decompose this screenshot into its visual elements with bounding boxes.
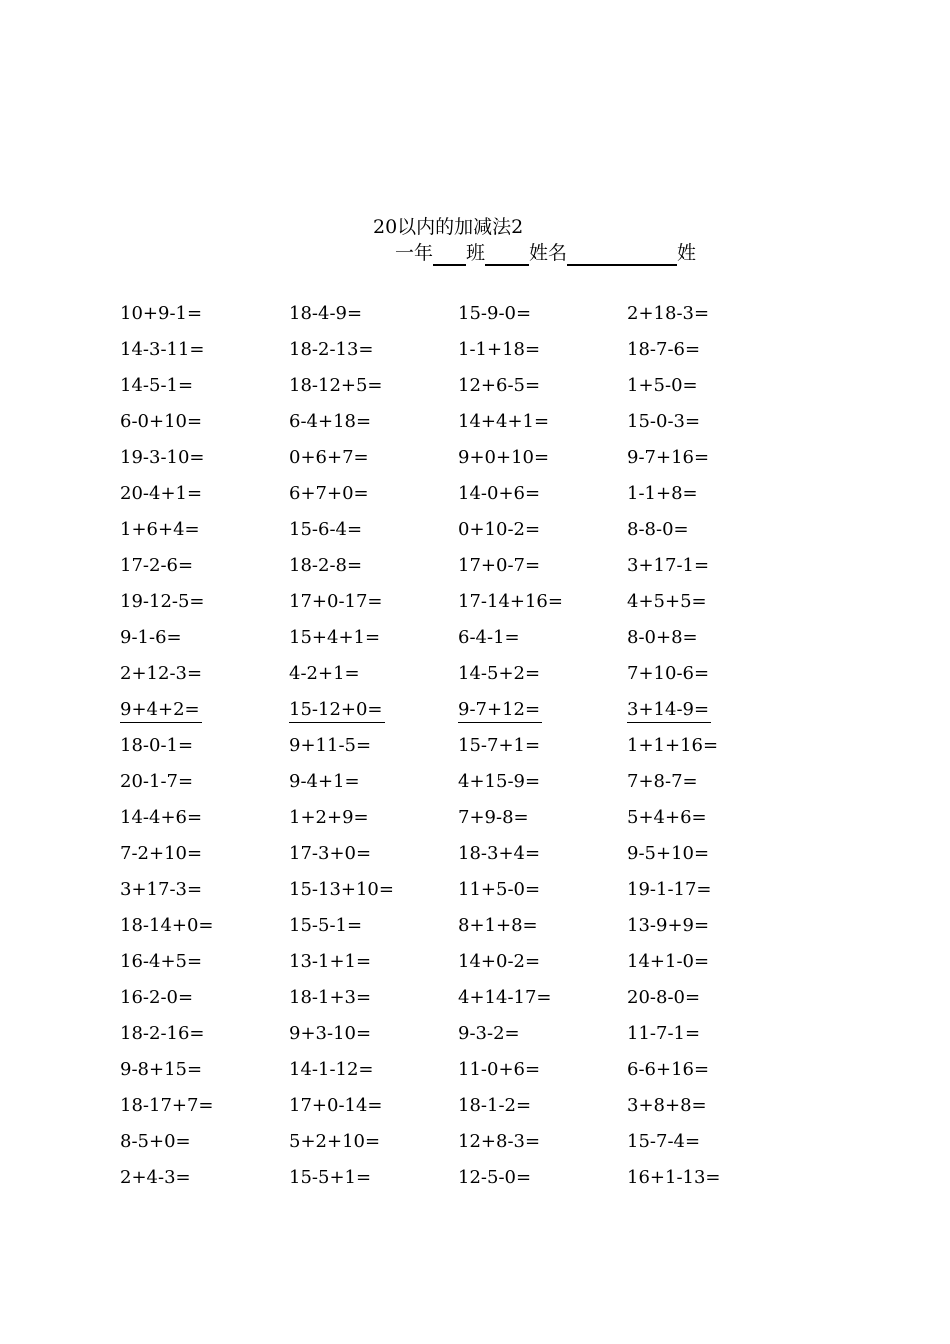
problem-cell — [627, 480, 796, 516]
problem-text: 12+8-3= — [458, 1131, 541, 1152]
problem-text: 15-0-3= — [627, 411, 701, 432]
problem-text: 16-2-0= — [120, 987, 194, 1008]
problem-text: 15+4+1= — [289, 627, 381, 648]
problem-cell — [627, 876, 796, 912]
problem-text: 18-12+5= — [289, 375, 383, 396]
problem-text: 20-4+1= — [120, 483, 203, 504]
problem-cell — [458, 696, 627, 732]
problem-cell — [289, 840, 458, 876]
problem-cell — [627, 444, 796, 480]
problem-text: 1+6+4= — [120, 519, 200, 540]
problem-cell — [120, 912, 289, 948]
problem-cell — [458, 300, 627, 336]
problem-text: 18-2-8= — [289, 555, 363, 576]
problem-cell — [289, 912, 458, 948]
problem-cell — [627, 840, 796, 876]
problem-cell — [120, 444, 289, 480]
problem-cell — [458, 768, 627, 804]
problem-cell — [289, 408, 458, 444]
problem-cell — [627, 732, 796, 768]
problem-cell — [120, 1020, 289, 1056]
problem-cell — [458, 336, 627, 372]
student-info-line — [395, 240, 696, 266]
problem-text: 8-0+8= — [627, 627, 698, 648]
problem-cell — [627, 768, 796, 804]
problem-text: 12-5-0= — [458, 1167, 532, 1188]
problem-text: 3+17-3= — [120, 879, 203, 900]
problem-cell — [120, 336, 289, 372]
problem-cell — [289, 300, 458, 336]
problem-cell — [627, 408, 796, 444]
problem-cell — [289, 480, 458, 516]
problem-cell — [289, 804, 458, 840]
problem-text: 17+0-7= — [458, 555, 541, 576]
problem-text: 18-1-2= — [458, 1095, 532, 1116]
problem-text: 12+6-5= — [458, 375, 541, 396]
problem-text: 9+3-10= — [289, 1023, 372, 1044]
problem-text: 9-3-2= — [458, 1023, 520, 1044]
problem-text: 18-3+4= — [458, 843, 541, 864]
problem-cell — [289, 732, 458, 768]
problem-text: 4+5+5= — [627, 591, 707, 612]
problem-cell — [289, 1128, 458, 1164]
problem-text: 6-4-1= — [458, 627, 520, 648]
problem-cell — [120, 768, 289, 804]
problem-text: 14-3-11= — [120, 339, 205, 360]
problem-text: 8+1+8= — [458, 915, 538, 936]
problem-cell — [289, 1020, 458, 1056]
problem-text: 20-1-7= — [120, 771, 194, 792]
problem-cell — [627, 1164, 796, 1200]
problem-cell — [627, 948, 796, 984]
class-number-blank[interactable] — [433, 240, 466, 266]
problem-grid — [120, 300, 796, 1200]
problem-text: 3+8+8= — [627, 1095, 707, 1116]
problem-text: 11-0+6= — [458, 1059, 541, 1080]
problem-cell — [120, 624, 289, 660]
problem-cell — [120, 732, 289, 768]
problem-text: 18-7-6= — [627, 339, 701, 360]
problem-text: 15-7-4= — [627, 1131, 701, 1152]
problem-text: 13-1+1= — [289, 951, 372, 972]
problem-text: 6-0+10= — [120, 411, 203, 432]
problem-text: 14-5+2= — [458, 663, 541, 684]
problem-text: 14+1-0= — [627, 951, 710, 972]
problem-cell — [289, 624, 458, 660]
problem-text: 18-4-9= — [289, 303, 363, 324]
problem-cell — [120, 840, 289, 876]
problem-text: 19-3-10= — [120, 447, 205, 468]
problem-cell — [627, 696, 796, 732]
problem-cell — [120, 408, 289, 444]
problem-cell — [120, 696, 289, 732]
problem-text: 13-9+9= — [627, 915, 710, 936]
problem-text: 0+10-2= — [458, 519, 541, 540]
problem-text: 8-5+0= — [120, 1131, 191, 1152]
problem-cell — [627, 588, 796, 624]
problem-cell — [289, 552, 458, 588]
problem-cell — [627, 552, 796, 588]
problem-text: 19-1-17= — [627, 879, 712, 900]
problem-cell — [458, 912, 627, 948]
problem-text: 14-1-12= — [289, 1059, 374, 1080]
problem-text: 2+4-3= — [120, 1167, 191, 1188]
problem-cell — [120, 516, 289, 552]
problem-text: 17+0-17= — [289, 591, 383, 612]
trailing-label: 姓 — [677, 242, 697, 264]
problem-cell — [458, 552, 627, 588]
problem-cell — [289, 948, 458, 984]
problem-text: 7-2+10= — [120, 843, 203, 864]
problem-text: 14+4+1= — [458, 411, 550, 432]
problem-cell — [458, 732, 627, 768]
problem-text: 2+12-3= — [120, 663, 203, 684]
problem-cell — [120, 300, 289, 336]
problem-text: 19-12-5= — [120, 591, 205, 612]
problem-text: 3+17-1= — [627, 555, 710, 576]
problem-cell — [458, 480, 627, 516]
problem-cell — [458, 948, 627, 984]
problem-cell — [289, 660, 458, 696]
problem-cell — [458, 660, 627, 696]
problem-cell — [627, 912, 796, 948]
problem-text: 15-7+1= — [458, 735, 541, 756]
problem-text: 18-14+0= — [120, 915, 214, 936]
problem-text: 7+9-8= — [458, 807, 529, 828]
problem-cell — [458, 1128, 627, 1164]
problem-cell — [120, 480, 289, 516]
problem-cell — [627, 660, 796, 696]
problem-cell — [289, 1056, 458, 1092]
problem-text: 9-1-6= — [120, 627, 182, 648]
problem-text: 18-1+3= — [289, 987, 372, 1008]
problem-text: 11-7-1= — [627, 1023, 701, 1044]
problem-cell — [458, 408, 627, 444]
problem-cell — [627, 984, 796, 1020]
name-blank[interactable] — [567, 240, 677, 266]
problem-cell — [627, 1092, 796, 1128]
problem-text: 14+0-2= — [458, 951, 541, 972]
problem-text: 18-17+7= — [120, 1095, 214, 1116]
problem-cell — [627, 804, 796, 840]
name-label: 姓名 — [529, 242, 568, 264]
problem-cell — [458, 984, 627, 1020]
problem-text: 18-0-1= — [120, 735, 194, 756]
problem-text: 1+5-0= — [627, 375, 698, 396]
problem-text: 1-1+8= — [627, 483, 698, 504]
worksheet-title: 20以内的加减法2 — [373, 216, 524, 238]
problem-text: 9+0+10= — [458, 447, 550, 468]
problem-text: 15-6-4= — [289, 519, 363, 540]
problem-cell — [627, 336, 796, 372]
problem-cell — [289, 984, 458, 1020]
problem-text: 15-12+0= — [289, 698, 385, 723]
problem-text: 2+18-3= — [627, 303, 710, 324]
problem-cell — [458, 516, 627, 552]
problem-text: 16+1-13= — [627, 1167, 721, 1188]
problem-cell — [289, 336, 458, 372]
problem-cell — [458, 444, 627, 480]
problem-cell — [627, 624, 796, 660]
problem-cell — [289, 516, 458, 552]
problem-text: 14-4+6= — [120, 807, 203, 828]
problem-text: 16-4+5= — [120, 951, 203, 972]
problem-cell — [458, 624, 627, 660]
problem-text: 7+8-7= — [627, 771, 698, 792]
problem-cell — [458, 588, 627, 624]
problem-text: 14-0+6= — [458, 483, 541, 504]
problem-text: 17-2-6= — [120, 555, 194, 576]
problem-cell — [289, 1092, 458, 1128]
class-label: 班 — [466, 242, 486, 264]
problem-text: 9+4+2= — [120, 698, 202, 723]
problem-cell — [120, 984, 289, 1020]
problem-text: 4+15-9= — [458, 771, 541, 792]
problem-cell — [289, 1164, 458, 1200]
problem-cell — [120, 660, 289, 696]
problem-cell — [458, 840, 627, 876]
class-blank[interactable] — [485, 240, 529, 266]
problem-text: 11+5-0= — [458, 879, 541, 900]
problem-text: 15-5-1= — [289, 915, 363, 936]
problem-text: 17-14+16= — [458, 591, 563, 612]
problem-cell — [120, 876, 289, 912]
problem-text: 5+2+10= — [289, 1131, 381, 1152]
problem-cell — [627, 1128, 796, 1164]
problem-text: 17-3+0= — [289, 843, 372, 864]
problem-text: 6-6+16= — [627, 1059, 710, 1080]
problem-text: 9+11-5= — [289, 735, 372, 756]
problem-cell — [120, 1056, 289, 1092]
problem-cell — [120, 1092, 289, 1128]
grade-label: 一年 — [395, 242, 434, 264]
problem-text: 6-4+18= — [289, 411, 372, 432]
problem-cell — [289, 696, 458, 732]
problem-cell — [458, 1020, 627, 1056]
problem-text: 17+0-14= — [289, 1095, 383, 1116]
problem-text: 4+14-17= — [458, 987, 552, 1008]
problem-text: 15-5+1= — [289, 1167, 372, 1188]
problem-text: 10+9-1= — [120, 303, 203, 324]
problem-text: 6+7+0= — [289, 483, 369, 504]
problem-cell — [120, 1164, 289, 1200]
problem-cell — [289, 372, 458, 408]
problem-cell — [458, 372, 627, 408]
problem-text: 4-2+1= — [289, 663, 360, 684]
problem-cell — [289, 876, 458, 912]
problem-cell — [458, 804, 627, 840]
problem-text: 1+1+16= — [627, 735, 719, 756]
problem-cell — [120, 1128, 289, 1164]
problem-cell — [120, 804, 289, 840]
problem-cell — [289, 768, 458, 804]
problem-text: 9-7+12= — [458, 698, 542, 723]
problem-cell — [458, 1092, 627, 1128]
problem-text: 18-2-16= — [120, 1023, 205, 1044]
problem-text: 0+6+7= — [289, 447, 369, 468]
problem-text: 1-1+18= — [458, 339, 541, 360]
problem-text: 3+14-9= — [627, 698, 711, 723]
problem-text: 8-8-0= — [627, 519, 689, 540]
problem-text: 20-8-0= — [627, 987, 701, 1008]
problem-cell — [627, 1020, 796, 1056]
problem-text: 9-5+10= — [627, 843, 710, 864]
problem-text: 18-2-13= — [289, 339, 374, 360]
problem-cell — [627, 372, 796, 408]
problem-cell — [627, 516, 796, 552]
problem-cell — [120, 552, 289, 588]
problem-text: 14-5-1= — [120, 375, 194, 396]
problem-cell — [627, 300, 796, 336]
problem-cell — [458, 876, 627, 912]
problem-cell — [120, 948, 289, 984]
problem-text: 15-13+10= — [289, 879, 394, 900]
problem-text: 7+10-6= — [627, 663, 710, 684]
problem-text: 1+2+9= — [289, 807, 369, 828]
problem-cell — [458, 1056, 627, 1092]
problem-cell — [627, 1056, 796, 1092]
problem-text: 9-4+1= — [289, 771, 360, 792]
problem-text: 15-9-0= — [458, 303, 532, 324]
problem-cell — [289, 588, 458, 624]
problem-cell — [120, 372, 289, 408]
problem-cell — [289, 444, 458, 480]
problem-cell — [458, 1164, 627, 1200]
problem-text: 5+4+6= — [627, 807, 707, 828]
problem-text: 9-8+15= — [120, 1059, 203, 1080]
problem-text: 9-7+16= — [627, 447, 710, 468]
problem-cell — [120, 588, 289, 624]
